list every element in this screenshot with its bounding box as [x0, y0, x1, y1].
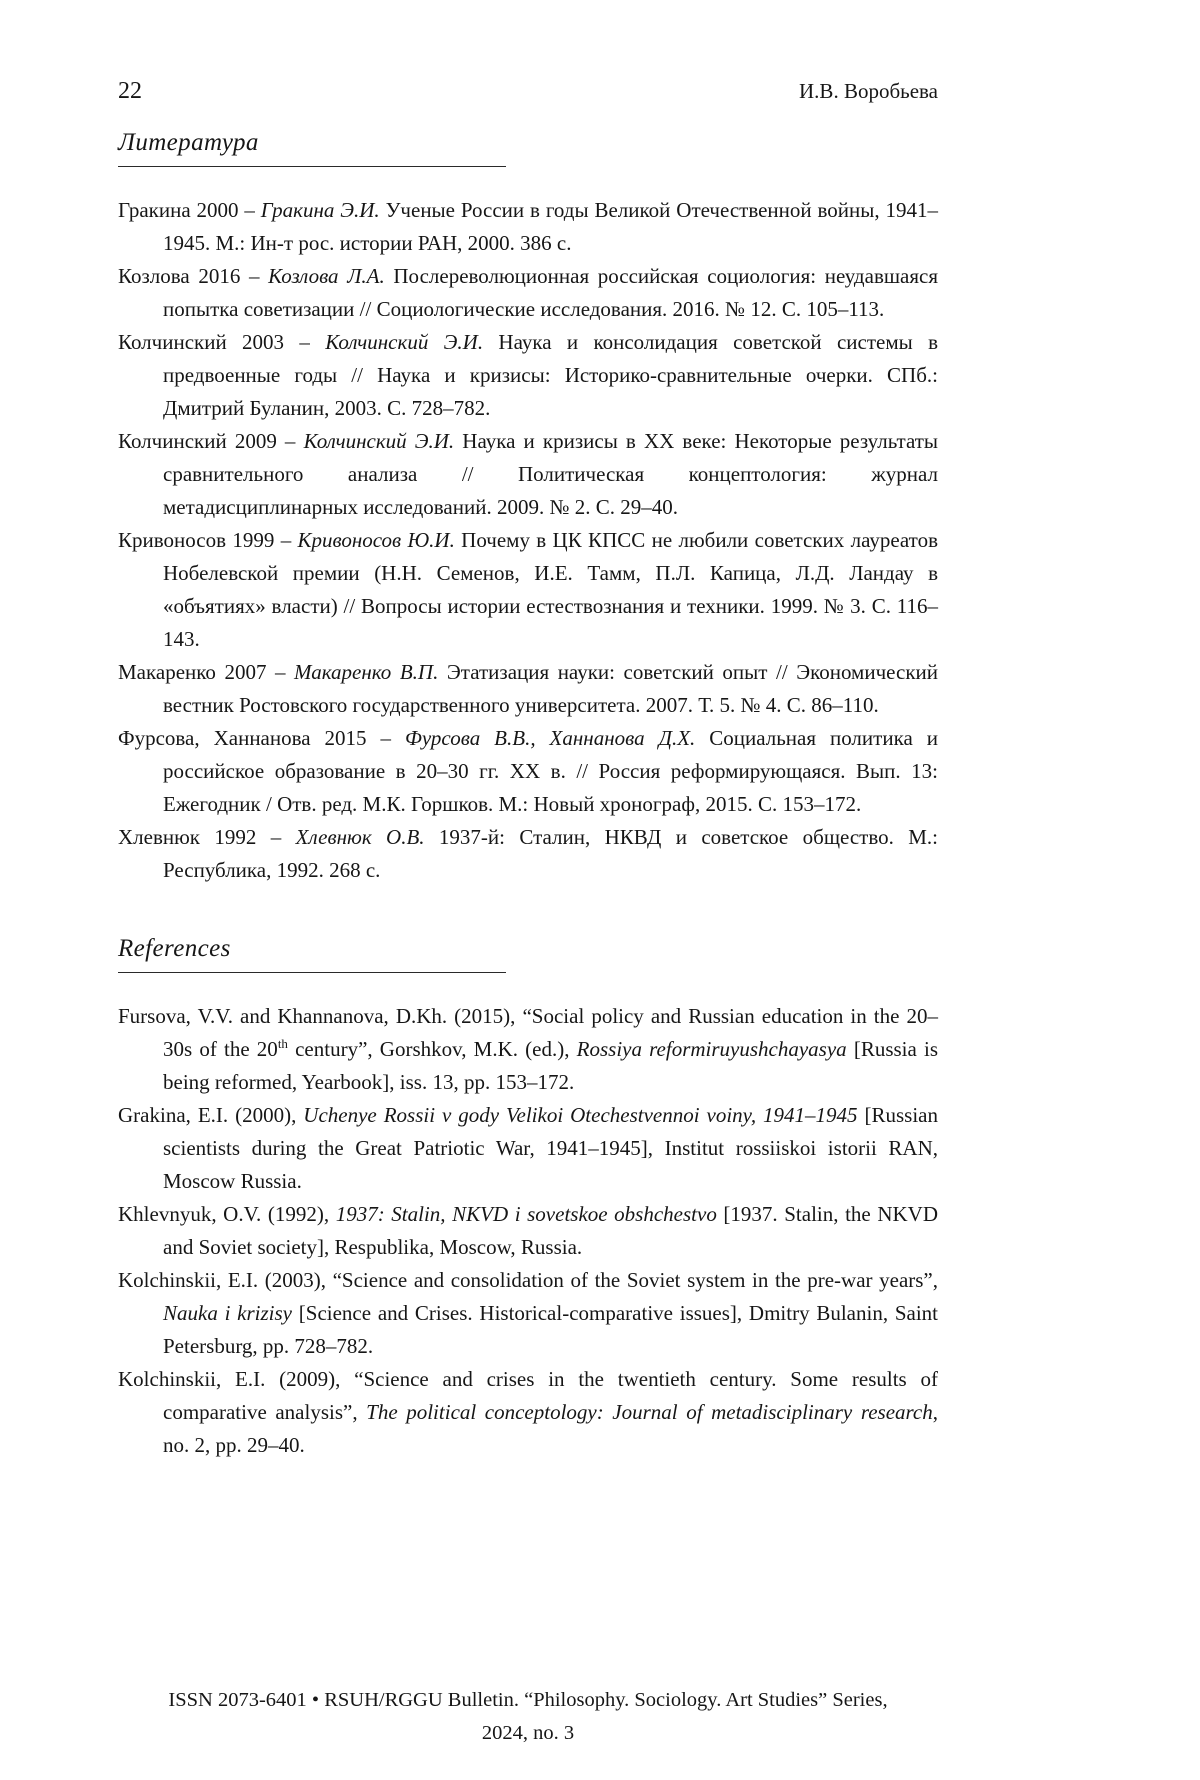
reference-text-segment: Этатизация науки: советский опыт // Экономический вестник Ростовского государственного университета. 2007. Т. 5. № 4. С. 86–110. — [163, 660, 938, 717]
reference-text-segment: Fursova, V.V. and Khannanova, D.Kh. (2015), “Social policy and Russian education in the 20–30s of the 20 — [118, 1004, 938, 1061]
reference-entry — [118, 326, 938, 425]
reference-text-segment: Макаренко В.П. — [294, 660, 439, 684]
reference-text-segment: Хлевнюк О.В. — [295, 825, 425, 849]
reference-entry — [118, 524, 938, 656]
reference-list-russian — [118, 194, 938, 887]
reference-entry — [118, 656, 938, 722]
reference-entry — [118, 1198, 938, 1264]
reference-text-segment: Ученые России в годы Великой Отечественной войны, 1941–1945. М.: Ин-т рос. истории РАН, 2000. 386 с. — [163, 198, 939, 255]
section-title-references: References — [118, 935, 231, 962]
reference-entry — [118, 1363, 938, 1462]
reference-text-segment: Наука и кризисы в XX веке: Некоторые результаты сравнительного анализа // Политическая концептология: журнал метадисциплинарных исследований. 2009. № 2. С. 29–40. — [163, 429, 939, 519]
reference-entry — [118, 425, 938, 524]
reference-text-segment: Наука и консолидация советской системы в предвоенные годы // Наука и кризисы: Историко-сравнительные очерки. СПб.: Дмитрий Буланин, 2003. С. 728–782. — [163, 330, 939, 420]
running-head-author: И.В. Воробьева — [799, 79, 938, 103]
reference-text-segment: Хлевнюк 1992 – — [118, 825, 296, 849]
reference-text-segment: Козлова 2016 – — [118, 264, 269, 288]
reference-text-segment: [Russian scientists during the Great Patriotic War, 1941–1945], Institut rossiiskoi istorii RAN, Moscow Russia. — [163, 1103, 938, 1193]
reference-entry — [118, 1000, 938, 1099]
page-number: 22 — [118, 78, 142, 104]
footer-issn-line: ISSN 2073-6401 • RSUH/RGGU Bulletin. “Philosophy. Sociology. Art Studies” Series, — [168, 1689, 888, 1711]
reference-text-segment: Uchenye Rossii v gody Velikoi Otechestvennoi voiny, 1941–1945 — [303, 1103, 858, 1127]
reference-text-segment: Khlevnyuk, O.V. (1992), — [118, 1202, 336, 1226]
reference-text-segment: Nauka i krizisy — [163, 1301, 293, 1325]
reference-text-segment: century”, Gorshkov, M.K. (ed.), — [287, 1037, 577, 1061]
reference-text-segment: Фурсова, Ханнанова 2015 – — [118, 726, 405, 750]
section-literatura — [118, 129, 938, 887]
reference-text-segment: [Russia is being reformed, Yearbook], iss. 13, pp. 153–172. — [163, 1037, 938, 1094]
reference-text-segment: 1937-й: Сталин, НКВД и советское общество. М.: Республика, 1992. 268 с. — [163, 825, 938, 882]
reference-text-segment: Фурсова В.В., Ханнанова Д.Х. — [405, 726, 696, 750]
reference-text-segment: 1937: Stalin, NKVD i sovetskoe obshchestvo — [335, 1202, 717, 1226]
reference-text-segment: Макаренко 2007 – — [118, 660, 295, 684]
reference-text-segment: Козлова Л.А. — [268, 264, 385, 288]
reference-entry — [118, 260, 938, 326]
reference-text-segment: Колчинский Э.И. — [303, 429, 455, 453]
footer-issue-line: 2024, no. 3 — [481, 1722, 575, 1744]
reference-text-segment: Почему в ЦК КПСС не любили советских лауреатов Нобелевской премии (Н.Н. Семенов, И.Е. Тамм, П.Л. Капица, Л.Д. Ландау в «объятиях» власти) // Вопросы истории естествознания и техники. 1999. № 3. С. 116–143. — [163, 528, 938, 651]
reference-text-segment: Колчинский 2003 – — [118, 330, 326, 354]
reference-entry — [118, 821, 938, 887]
reference-text-segment: Колчинский Э.И. — [325, 330, 484, 354]
section-title-rule-references — [118, 972, 506, 973]
reference-text-segment: , no. 2, pp. 29–40. — [163, 1400, 938, 1457]
reference-text-segment: Послереволюционная российская социология: неудавшаяся попытка советизации // Социологические исследования. 2016. № 12. С. 105–113. — [163, 264, 938, 321]
section-title-rule-literatura — [118, 166, 506, 167]
page-footer — [118, 1684, 938, 1750]
reference-text-segment: [Science and Crises. Historical-comparative issues], Dmitry Bulanin, Saint Petersburg, pp. 728–782. — [163, 1301, 939, 1358]
reference-list-english — [118, 1000, 938, 1462]
reference-text-segment: Кривоносов Ю.И. — [297, 528, 455, 552]
reference-entry — [118, 1099, 938, 1198]
reference-text-segment: Социальная политика и российское образование в 20–30 гг. XX в. // Россия реформирующаяся. Вып. 13: Ежегодник / Отв. ред. М.К. Горшков. М.: Новый хронограф, 2015. С. 153–172. — [163, 726, 938, 816]
section-title-literatura: Литература — [118, 129, 259, 156]
reference-text-segment: Кривоносов 1999 – — [118, 528, 298, 552]
section-references — [118, 935, 938, 1462]
reference-text-segment: Kolchinskii, E.I. (2003), “Science and consolidation of the Soviet system in the pre-war years”, — [118, 1268, 938, 1292]
reference-entry — [118, 194, 938, 260]
reference-text-segment: Гракина Э.И. — [260, 198, 380, 222]
page-header — [118, 78, 938, 105]
reference-text-segment: Kolchinskii, E.I. (2009), “Science and crises in the twentieth century. Some results of comparative analysis”, — [118, 1367, 938, 1424]
reference-text-segment: Grakina, E.I. (2000), — [118, 1103, 304, 1127]
reference-text-segment: Гракина 2000 – — [118, 198, 261, 222]
reference-entry — [118, 1264, 938, 1363]
reference-text-segment: Колчинский 2009 – — [118, 429, 304, 453]
reference-text-segment: [1937. Stalin, the NKVD and Soviet society], Respublika, Moscow, Russia. — [163, 1202, 938, 1259]
reference-text-segment: The political conceptology: Journal of metadisciplinary research — [366, 1400, 933, 1424]
reference-entry — [118, 722, 938, 821]
reference-text-segment: th — [277, 1036, 288, 1051]
reference-text-segment: Rossiya reformiruyushchayasya — [576, 1037, 847, 1061]
